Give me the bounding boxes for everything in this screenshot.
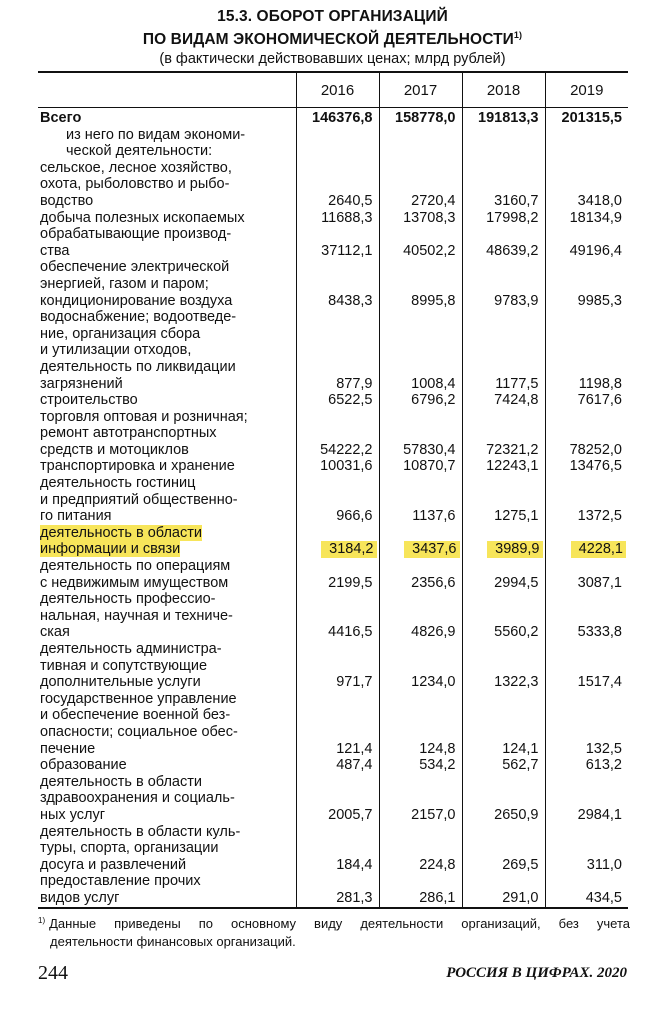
table-row xyxy=(38,226,628,259)
row-label-line: видов услуг xyxy=(40,889,120,906)
row-label-line: опасности; социальное обес- xyxy=(40,723,238,740)
value: 7424,8 xyxy=(494,392,539,409)
value: 17998,2 xyxy=(486,209,539,226)
value: 8995,8 xyxy=(411,292,456,309)
value-cell-2019 xyxy=(545,409,628,459)
row-label xyxy=(38,226,296,259)
table-row xyxy=(38,691,628,757)
value: 311,0 xyxy=(586,856,622,873)
value-cell-2017 xyxy=(379,108,462,127)
row-label-line: из него по видам экономи- xyxy=(66,126,246,143)
value-cell-2017 xyxy=(379,475,462,525)
table-row xyxy=(38,641,628,691)
value: 10870,7 xyxy=(403,458,456,475)
value-cell-2016 xyxy=(296,108,379,127)
row-label-line: нальная, научная и техниче- xyxy=(40,607,233,624)
row-label-line: обеспечение электрической xyxy=(40,259,230,276)
footnote-line2: деятельности финансовых организаций. xyxy=(50,934,296,949)
value-cell-2018 xyxy=(462,558,545,591)
row-label-line: туры, спорта, организации xyxy=(40,840,219,857)
footnote xyxy=(38,912,630,951)
value: 40502,2 xyxy=(403,242,456,259)
row-label-line: торговля оптовая и розничная; xyxy=(40,408,248,425)
row-label-line: деятельность в области xyxy=(40,524,202,541)
row-label-line: досуга и развлечений xyxy=(40,856,187,873)
value: 2356,6 xyxy=(411,574,456,591)
value: 12243,1 xyxy=(486,458,539,475)
value-cell-2019 xyxy=(545,210,628,227)
value-cell-2019 xyxy=(545,824,628,874)
value-cell-2016 xyxy=(296,458,379,475)
row-label-line: кондиционирование воздуха xyxy=(40,292,233,309)
value-cell-2017 xyxy=(379,226,462,259)
value-cell-2019 xyxy=(545,392,628,409)
row-label-line: деятельность в области xyxy=(40,773,202,790)
value-cell-2016 xyxy=(296,210,379,227)
value: 49196,4 xyxy=(569,242,622,259)
value: 487,4 xyxy=(336,757,373,774)
value-cell-2017 xyxy=(379,409,462,459)
value-cell-2017 xyxy=(379,873,462,907)
row-label-line: деятельность профессио- xyxy=(40,591,216,608)
value-cell-2019 xyxy=(545,641,628,691)
row-label xyxy=(38,458,296,475)
value-cell-2017 xyxy=(379,757,462,774)
row-label-line: печение xyxy=(40,740,96,757)
value-cell-2018 xyxy=(462,210,545,227)
row-label-line: ных услуг xyxy=(40,806,106,823)
value: 1137,6 xyxy=(412,508,456,525)
value: 2720,4 xyxy=(411,192,456,209)
value-cell-2016 xyxy=(296,824,379,874)
year-header: 2018 xyxy=(462,72,545,108)
row-label-line: и утилизации отходов, xyxy=(40,342,192,359)
value: 2640,5 xyxy=(328,192,373,209)
value-cell-2019 xyxy=(545,458,628,475)
value: 124,1 xyxy=(502,740,539,757)
row-label-line: водоснабжение; водоотведе- xyxy=(40,309,237,326)
value-cell-2016 xyxy=(296,558,379,591)
table-title-line2 xyxy=(0,26,665,49)
value: 1322,3 xyxy=(494,674,539,691)
row-label-line: государственное управление xyxy=(40,690,237,707)
value: 13476,5 xyxy=(569,458,622,475)
value: 966,6 xyxy=(336,508,373,525)
value: 877,9 xyxy=(336,375,373,392)
row-label-line: сельское, лесное хозяйство, xyxy=(40,159,232,176)
table-row xyxy=(38,591,628,641)
value-cell-2019 xyxy=(545,127,628,160)
row-label-line: деятельность по операциям xyxy=(40,558,231,575)
value-cell-2016 xyxy=(296,226,379,259)
value-cell-2019 xyxy=(545,558,628,591)
row-label xyxy=(38,691,296,757)
value: 1234,0 xyxy=(411,674,456,691)
value: 4228,1 xyxy=(571,541,626,558)
value-cell-2019 xyxy=(545,774,628,824)
value: 54222,2 xyxy=(320,441,373,458)
value-cell-2017 xyxy=(379,309,462,392)
table-row xyxy=(38,259,628,309)
value-cell-2016 xyxy=(296,160,379,210)
value-cell-2018 xyxy=(462,774,545,824)
row-label-line: ческой деятельности: xyxy=(66,143,213,160)
value-cell-2016 xyxy=(296,392,379,409)
value-cell-2019 xyxy=(545,108,628,127)
table-row xyxy=(38,160,628,210)
row-label xyxy=(38,824,296,874)
value: 534,2 xyxy=(419,757,456,774)
row-label-line: средств и мотоциклов xyxy=(40,441,189,458)
value: 224,8 xyxy=(419,856,456,873)
value-cell-2019 xyxy=(545,475,628,525)
value: 5333,8 xyxy=(577,624,622,641)
value-cell-2018 xyxy=(462,824,545,874)
value: 11688,3 xyxy=(321,209,373,226)
value: 291,0 xyxy=(502,889,539,906)
value: 146376,8 xyxy=(312,110,373,126)
value: 1198,8 xyxy=(578,375,622,392)
value: 3184,2 xyxy=(321,541,376,558)
value-cell-2019 xyxy=(545,757,628,774)
row-label xyxy=(38,210,296,227)
header-label-cell xyxy=(38,72,296,108)
value-cell-2018 xyxy=(462,392,545,409)
table-row xyxy=(38,108,628,127)
row-label-line: деятельность в области куль- xyxy=(40,823,241,840)
row-label-line: и предприятий общественно- xyxy=(40,491,238,508)
value: 286,1 xyxy=(419,889,456,906)
value: 3418,0 xyxy=(577,192,622,209)
value-cell-2016 xyxy=(296,259,379,309)
row-label-line: транспортировка и хранение xyxy=(40,458,235,475)
table-header xyxy=(0,8,665,68)
value-cell-2018 xyxy=(462,873,545,907)
row-label-line: деятельность гостиниц xyxy=(40,475,196,492)
table-row xyxy=(38,127,628,160)
value-cell-2018 xyxy=(462,691,545,757)
row-label xyxy=(38,309,296,392)
row-label-line: образование xyxy=(40,757,127,774)
value: 3087,1 xyxy=(577,574,622,591)
row-label-line: здравоохранения и социаль- xyxy=(40,790,235,807)
value: 2005,7 xyxy=(328,806,373,823)
row-label-line: ние, организация сбора xyxy=(40,325,201,342)
value: 9985,3 xyxy=(577,292,622,309)
value: 2994,5 xyxy=(494,574,539,591)
value: 8438,3 xyxy=(328,292,373,309)
value: 1372,5 xyxy=(577,508,622,525)
value: 3160,7 xyxy=(494,192,539,209)
row-label xyxy=(38,475,296,525)
value: 201315,5 xyxy=(561,110,622,126)
value-cell-2016 xyxy=(296,409,379,459)
row-label-line: информации и связи xyxy=(40,541,181,558)
value-cell-2018 xyxy=(462,525,545,558)
value: 72321,2 xyxy=(486,441,539,458)
value: 78252,0 xyxy=(569,441,622,458)
value-cell-2017 xyxy=(379,210,462,227)
row-label xyxy=(38,558,296,591)
value: 57830,4 xyxy=(403,441,456,458)
value: 562,7 xyxy=(502,757,539,774)
footnote-line1 xyxy=(38,912,630,933)
value-cell-2017 xyxy=(379,392,462,409)
value: 191813,3 xyxy=(478,110,539,126)
value-cell-2019 xyxy=(545,259,628,309)
value: 2650,9 xyxy=(494,806,539,823)
row-label xyxy=(38,409,296,459)
value: 2984,1 xyxy=(577,806,622,823)
value-cell-2018 xyxy=(462,757,545,774)
page-number: 244 xyxy=(38,962,68,984)
row-label-line: охота, рыболовство и рыбо- xyxy=(40,176,230,193)
value: 2157,0 xyxy=(411,806,456,823)
footnote-text1: Данные приведены по основному виду деятельности организаций, без учета xyxy=(49,916,630,931)
row-label xyxy=(38,108,296,127)
value: 3437,6 xyxy=(404,541,459,558)
table-row xyxy=(38,392,628,409)
value-cell-2017 xyxy=(379,774,462,824)
value: 1177,5 xyxy=(495,375,539,392)
value: 37112,1 xyxy=(321,242,373,259)
value: 269,5 xyxy=(502,856,539,873)
row-label xyxy=(38,641,296,691)
year-header: 2019 xyxy=(545,72,628,108)
year-header: 2016 xyxy=(296,72,379,108)
value: 3989,9 xyxy=(487,541,542,558)
value-cell-2018 xyxy=(462,108,545,127)
value-cell-2017 xyxy=(379,691,462,757)
running-head: РОССИЯ В ЦИФРАХ. 2020 xyxy=(446,965,627,981)
row-label xyxy=(38,392,296,409)
value-cell-2016 xyxy=(296,309,379,392)
table-row xyxy=(38,458,628,475)
value-cell-2019 xyxy=(545,525,628,558)
value-cell-2018 xyxy=(462,409,545,459)
row-label-line: тивная и сопутствующие xyxy=(40,657,208,674)
value-cell-2016 xyxy=(296,873,379,907)
table-subtitle: (в фактически действовавших ценах; млрд рублей) xyxy=(159,51,506,67)
value: 434,5 xyxy=(585,889,622,906)
value-cell-2017 xyxy=(379,641,462,691)
value: 1008,4 xyxy=(411,375,456,392)
row-label-line: строительство xyxy=(40,392,138,409)
table-head-row xyxy=(38,72,628,108)
value: 1275,1 xyxy=(494,508,539,525)
row-label-line: дополнительные услуги xyxy=(40,674,201,691)
title-footnote-mark: 1) xyxy=(513,30,523,40)
value-cell-2019 xyxy=(545,691,628,757)
value-cell-2018 xyxy=(462,458,545,475)
table-row xyxy=(38,409,628,459)
value-cell-2018 xyxy=(462,309,545,392)
value: 48639,2 xyxy=(486,242,539,259)
row-label xyxy=(38,525,296,558)
table-row xyxy=(38,210,628,227)
table-row xyxy=(38,475,628,525)
value: 1517,4 xyxy=(577,674,622,691)
table-row xyxy=(38,774,628,824)
value: 124,8 xyxy=(419,740,456,757)
value: 7617,6 xyxy=(577,392,622,409)
value-cell-2016 xyxy=(296,757,379,774)
row-label xyxy=(38,160,296,210)
table-row xyxy=(38,558,628,591)
value-cell-2019 xyxy=(545,160,628,210)
value: 6796,2 xyxy=(411,392,456,409)
row-label-line: ская xyxy=(40,624,70,641)
value-cell-2017 xyxy=(379,127,462,160)
value: 132,5 xyxy=(585,740,622,757)
table-row xyxy=(38,824,628,874)
value-cell-2018 xyxy=(462,591,545,641)
value-cell-2019 xyxy=(545,873,628,907)
value-cell-2016 xyxy=(296,591,379,641)
value-cell-2019 xyxy=(545,309,628,392)
value-cell-2017 xyxy=(379,558,462,591)
table-body xyxy=(38,108,628,908)
value: 281,3 xyxy=(336,889,373,906)
row-label-line: и обеспечение военной без- xyxy=(40,707,231,724)
value-cell-2018 xyxy=(462,641,545,691)
value-cell-2016 xyxy=(296,691,379,757)
table-row xyxy=(38,525,628,558)
table-row xyxy=(38,757,628,774)
table-title-line2-text: ПО ВИДАМ ЭКОНОМИЧЕСКОЙ ДЕЯТЕЛЬНОСТИ xyxy=(142,31,514,48)
row-label-line: водство xyxy=(40,192,94,209)
value: 2199,5 xyxy=(328,574,373,591)
row-label xyxy=(38,259,296,309)
row-label-line: ства xyxy=(40,242,70,259)
row-label-line: го питания xyxy=(40,508,112,525)
row-label xyxy=(38,757,296,774)
table-row xyxy=(38,873,628,907)
value-cell-2016 xyxy=(296,774,379,824)
value: 13708,3 xyxy=(403,209,456,226)
row-label-line: деятельность администра- xyxy=(40,641,222,657)
value: 971,7 xyxy=(336,674,373,691)
value-cell-2019 xyxy=(545,226,628,259)
row-label-line: загрязнений xyxy=(40,375,123,392)
value-cell-2017 xyxy=(379,259,462,309)
row-label-line: ремонт автотранспортных xyxy=(40,425,217,442)
value: 158778,0 xyxy=(395,110,456,126)
value: 613,2 xyxy=(585,757,622,774)
value-cell-2018 xyxy=(462,226,545,259)
value: 9783,9 xyxy=(494,292,539,309)
value-cell-2018 xyxy=(462,259,545,309)
row-label xyxy=(38,774,296,824)
row-label xyxy=(38,127,296,160)
value-cell-2017 xyxy=(379,458,462,475)
value-cell-2019 xyxy=(545,591,628,641)
value-cell-2016 xyxy=(296,475,379,525)
value-cell-2016 xyxy=(296,641,379,691)
row-label-line: деятельность по ликвидации xyxy=(40,358,236,375)
row-label-line: энергией, газом и паром; xyxy=(40,275,209,292)
table-row xyxy=(38,309,628,392)
value-cell-2017 xyxy=(379,525,462,558)
value-cell-2017 xyxy=(379,591,462,641)
row-label-line: предоставление прочих xyxy=(40,873,201,890)
value-cell-2016 xyxy=(296,525,379,558)
value-cell-2017 xyxy=(379,824,462,874)
row-label-line: обрабатывающие производ- xyxy=(40,226,232,243)
row-label-line: Всего xyxy=(40,110,82,126)
value-cell-2016 xyxy=(296,127,379,160)
row-label-line: добыча полезных ископаемых xyxy=(40,209,245,226)
value: 5560,2 xyxy=(494,624,539,641)
value: 10031,6 xyxy=(320,458,373,475)
row-label xyxy=(38,873,296,907)
turnover-table xyxy=(38,71,628,909)
table-title-line1: 15.3. ОБОРОТ ОРГАНИЗАЦИЙ xyxy=(217,8,448,25)
footnote-mark: 1) xyxy=(38,916,46,925)
row-label-line: с недвижимым имуществом xyxy=(40,574,229,591)
value: 4416,5 xyxy=(328,624,373,641)
value-cell-2018 xyxy=(462,475,545,525)
value: 6522,5 xyxy=(328,392,373,409)
value: 4826,9 xyxy=(411,624,456,641)
value: 18134,9 xyxy=(569,209,622,226)
value-cell-2017 xyxy=(379,160,462,210)
value-cell-2018 xyxy=(462,127,545,160)
year-header: 2017 xyxy=(379,72,462,108)
value-cell-2018 xyxy=(462,160,545,210)
value: 184,4 xyxy=(336,856,373,873)
value: 121,4 xyxy=(336,740,373,757)
row-label xyxy=(38,591,296,641)
